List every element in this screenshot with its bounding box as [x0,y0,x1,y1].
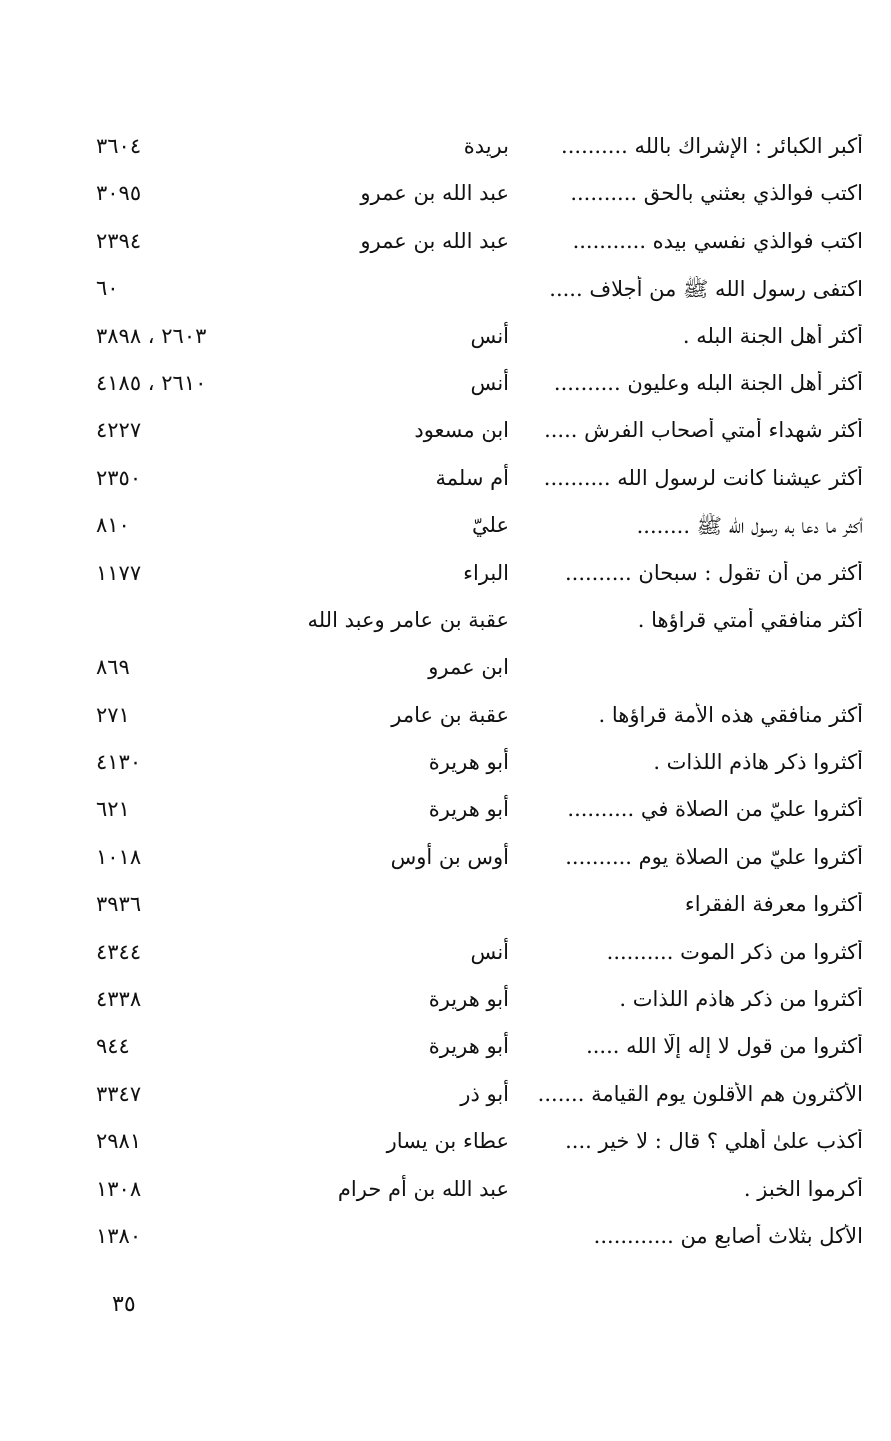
entry-narrator: أبو هريرة [428,987,509,1012]
entry-narrator: عقبة بن عامر [391,702,509,727]
index-entry [0,175,891,222]
entry-narrator: أوس بن أوس [390,844,509,869]
entry-title: أكثر أهل الجنة البله وعليون .......... [553,370,863,395]
entry-narrator: عبد الله بن عمرو [360,228,509,253]
entry-title: أكثر أهل الجنة البله . [682,323,863,348]
entry-narrator: البراء [463,560,509,585]
entry-numbers: ٤١٣٠ [96,750,142,775]
entry-title: أكثر منافقي أمتي قراؤها . [637,607,863,632]
index-entry [0,839,891,886]
entry-title: أكثر ما دعا به رسول الله ﷺ ........ [636,514,863,539]
entry-narrator: أبو هريرة [428,750,509,775]
entry-narrator: بريدة [463,134,509,158]
index-entry [0,128,891,175]
entry-title: أكذب علىٰ أهلي ؟ قال : لا خير .... [565,1129,863,1154]
index-entry [0,934,891,981]
entry-narrator: أنس [470,939,509,964]
index-entry [0,1076,891,1123]
index-entry [0,981,891,1028]
index-entry [0,365,891,412]
entry-title: أكرموا الخبز . [743,1176,863,1201]
entry-title: أكثروا من ذكر هاذم اللذات . [619,987,863,1012]
entry-narrator: ابن مسعود [414,418,509,443]
entry-numbers: ٤٢٢٧ [96,418,142,443]
index-entry [0,555,891,602]
entry-numbers: ٣٦٠٤ [96,134,142,158]
entry-title: اكتب فوالذي بعثني بالحق .......... [570,181,863,206]
index-entry [0,1028,891,1075]
index-entry [0,223,891,270]
index-entry [0,791,891,838]
entry-title: أكثر شهداء أمتي أصحاب الفرش ..... [544,418,863,443]
index-entry [0,270,891,317]
entry-narrator: عبد الله بن عمرو [360,181,509,206]
entry-numbers: ٤٣٣٨ [96,987,142,1012]
entry-numbers: ١٠١٨ [96,844,142,869]
entry-narrator: أبو ذر [460,1081,509,1106]
entry-numbers: ٢٩٨١ [96,1129,142,1154]
entry-title: أكثر منافقي هذه الأمة قراؤها . [598,702,863,727]
entry-numbers: ٦٢١ [96,797,130,822]
index-entry [0,602,891,649]
entry-narrator: أبو هريرة [428,797,509,822]
entry-title: أكثروا من ذكر الموت .......... [606,939,863,964]
entry-numbers: ٩٤٤ [96,1034,130,1059]
entry-numbers: ١١٧٧ [96,560,142,585]
entry-title: أكثر عيشنا كانت لرسول الله .......... [543,465,863,490]
entry-narrator: أبو هريرة [428,1034,509,1059]
entry-numbers: ٦٠ [96,276,119,301]
index-entry [0,744,891,791]
index-entry [0,697,891,744]
page-number: ٣٥ [112,1292,136,1317]
entry-narrator: عبد الله بن أم حرام [337,1176,509,1201]
entry-numbers: ٣٩٣٦ [96,892,142,917]
entry-narrator: عقبة بن عامر وعبد الله [307,607,509,632]
entry-title: الأكل بثلاث أصابع من ............ [593,1223,863,1248]
index-entry [0,460,891,507]
entry-narrator: أنس [470,370,509,395]
index-entry [0,649,891,696]
index-entry [0,886,891,933]
entry-title: أكثروا عليّ من الصلاة في .......... [567,797,863,822]
index-entry [0,1171,891,1218]
entry-numbers: ٢٧١ [96,702,130,727]
index-entries [0,128,891,1265]
entry-numbers: ٢٣٩٤ [96,228,142,253]
entry-title: أكثر من أن تقول : سبحان .......... [564,560,863,585]
entry-title: أكثروا ذكر هاذم اللذات . [653,750,863,775]
index-entry [0,412,891,459]
index-entry [0,1218,891,1265]
entry-narrator: أم سلمة [435,465,509,490]
index-entry [0,318,891,365]
entry-numbers: ٤٣٤٤ [96,939,142,964]
entry-numbers: ١٣٨٠ [96,1223,142,1248]
entry-numbers: ٣٠٩٥ [96,181,142,206]
entry-title: أكبر الكبائر : الإشراك بالله .......... [561,134,863,158]
entry-title: أكثروا عليّ من الصلاة يوم .......... [565,844,863,869]
index-entry [0,1123,891,1170]
entry-numbers: ٨١٠ [96,513,130,538]
entry-title: أكثروا معرفة الفقراء [684,892,863,917]
entry-narrator: عطاء بن يسار [386,1129,509,1154]
entry-narrator: أنس [470,323,509,348]
entry-numbers: ٢٣٥٠ [96,465,142,490]
entry-title: اكتفى رسول الله ﷺ من أجلاف ..... [549,277,863,302]
entry-numbers: ٨٦٩ [96,655,130,680]
entry-narrator: ابن عمرو [428,655,509,680]
entry-narrator: عليّ [472,513,509,538]
entry-numbers: ٢٦٠٣ ، ٣٨٩٨ [96,323,207,348]
entry-numbers: ٢٦١٠ ، ٤١٨٥ [96,370,207,395]
entry-title: الأكثرون هم الأقلون يوم القيامة ....... [537,1081,863,1106]
entry-title: اكتب فوالذي نفسي بيده ........... [572,228,863,253]
index-entry [0,507,891,554]
entry-numbers: ١٣٠٨ [96,1176,142,1201]
entry-numbers: ٣٣٤٧ [96,1081,142,1106]
entry-title: أكثروا من قول لا إله إلّا الله ..... [586,1034,863,1059]
